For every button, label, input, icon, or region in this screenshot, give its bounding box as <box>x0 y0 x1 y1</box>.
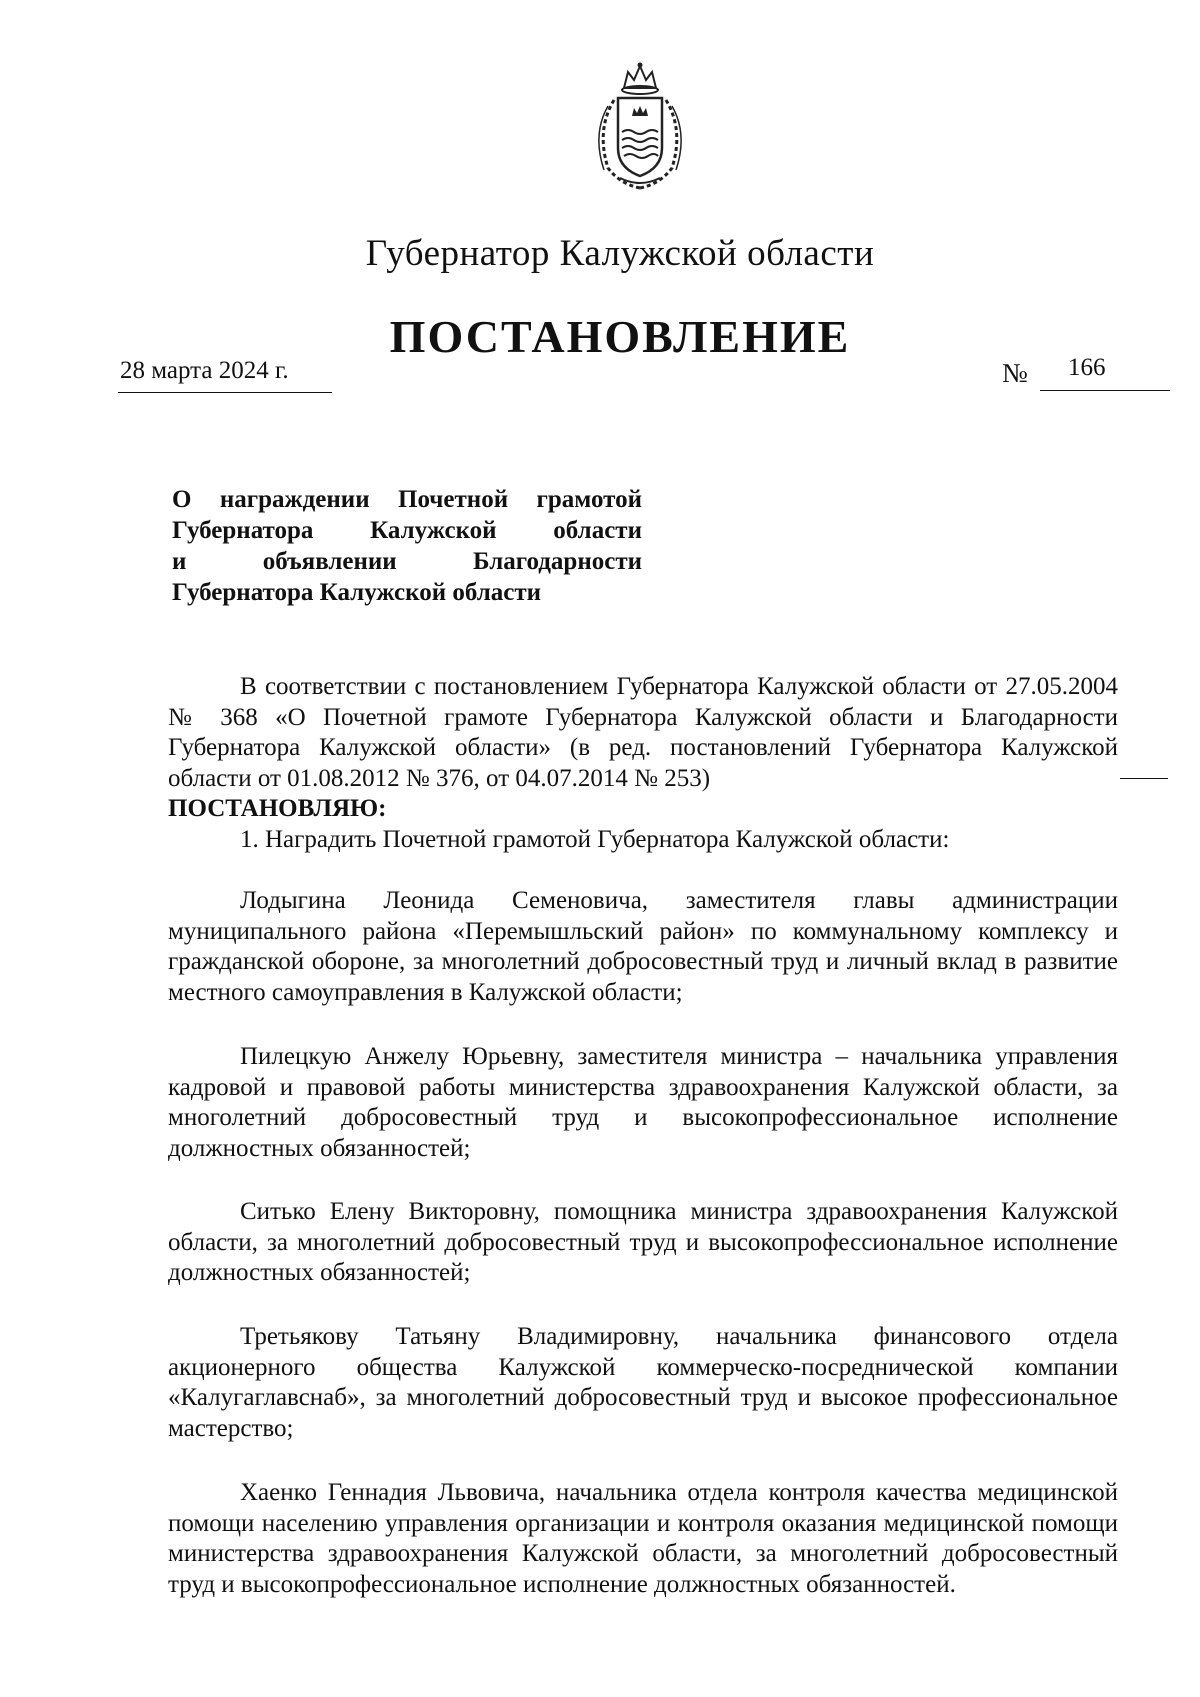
document-subject <box>172 484 642 608</box>
preamble-block <box>168 672 1118 855</box>
document-date: 28 марта 2024 г. <box>120 357 289 384</box>
preamble-dash <box>1120 778 1168 779</box>
document-type-title: ПОСТАНОВЛЕНИЕ <box>389 311 851 362</box>
coat-of-arms-icon <box>584 60 696 196</box>
issuing-authority: Губернатор Калужской области <box>365 233 875 274</box>
document-number: 166 <box>1068 354 1106 381</box>
decree-word: ПОСТАНОВЛЯЮ: <box>168 795 387 822</box>
awardee-2: Пилецкую Анжелу Юрьевну, заместителя министра – начальника управления кадровой и правовой работы министерства здравоохранения Калужской области, за многолетний добросовестный труд и высокопрофессиональное исполнение должностных обязанностей; <box>168 1043 1118 1162</box>
number-underline <box>1040 390 1170 391</box>
subject-line: О награждении Почетной грамотой <box>172 486 642 513</box>
awardee-1: Лодыгина Леонида Семеновича, заместителя главы администрации муниципального района «Перемышльский район» по коммунальному комплексу и гражданской обороне, за многолетний добросовестный труд и личный вклад в развитие местного самоуправления в Калужской области; <box>168 887 1118 1006</box>
awardee-paragraph <box>168 886 1118 1008</box>
awardee-4: Третьякову Татьяну Владимировну, начальника финансового отдела акционерного общества Калужской коммерческо-посреднической компании «Калугаглавснаб», за многолетний добросовестный труд и высокое профессиональное мастерство; <box>168 1323 1118 1442</box>
awardee-3: Ситько Елену Викторовну, помощника министра здравоохранения Калужской области, за многолетний добросовестный труд и высокопрофессиональное исполнение должностных обязанностей; <box>168 1198 1118 1286</box>
subject-line: и объявлении Благодарности <box>172 548 642 575</box>
document-number-label: № <box>1002 358 1028 388</box>
subject-line: Губернатора Калужской области <box>172 517 642 544</box>
date-underline <box>118 392 332 393</box>
subject-line: Губернатора Калужской области <box>172 579 542 606</box>
awardee-paragraph <box>168 1478 1118 1600</box>
preamble-paragraph: В соответствии с постановлением Губернатора Калужской области от 27.05.2004 № 368 «О Почетной грамоте Губернатора Калужской области и Благодарности Губернатора Калужской области» (в ред. постановлений Губернатора Калужской области от 01.08.2012 № 376, от 04.07.2014 № 253) <box>168 673 1118 792</box>
coat-of-arms-emblem <box>584 60 696 196</box>
awardee-5: Хаенко Геннадия Львовича, начальника отдела контроля качества медицинской помощи населению управления организации и контроля оказания медицинской помощи министерства здравоохранения Калужской области, за многолетний добросовестный труд и высокопрофессиональное исполнение должностных обязанностей. <box>168 1479 1118 1598</box>
item-1-heading: 1. Наградить Почетной грамотой Губернатора Калужской области: <box>240 825 950 853</box>
awardee-paragraph <box>168 1322 1118 1444</box>
awardee-paragraph <box>168 1042 1118 1164</box>
awardee-paragraph <box>168 1197 1118 1289</box>
